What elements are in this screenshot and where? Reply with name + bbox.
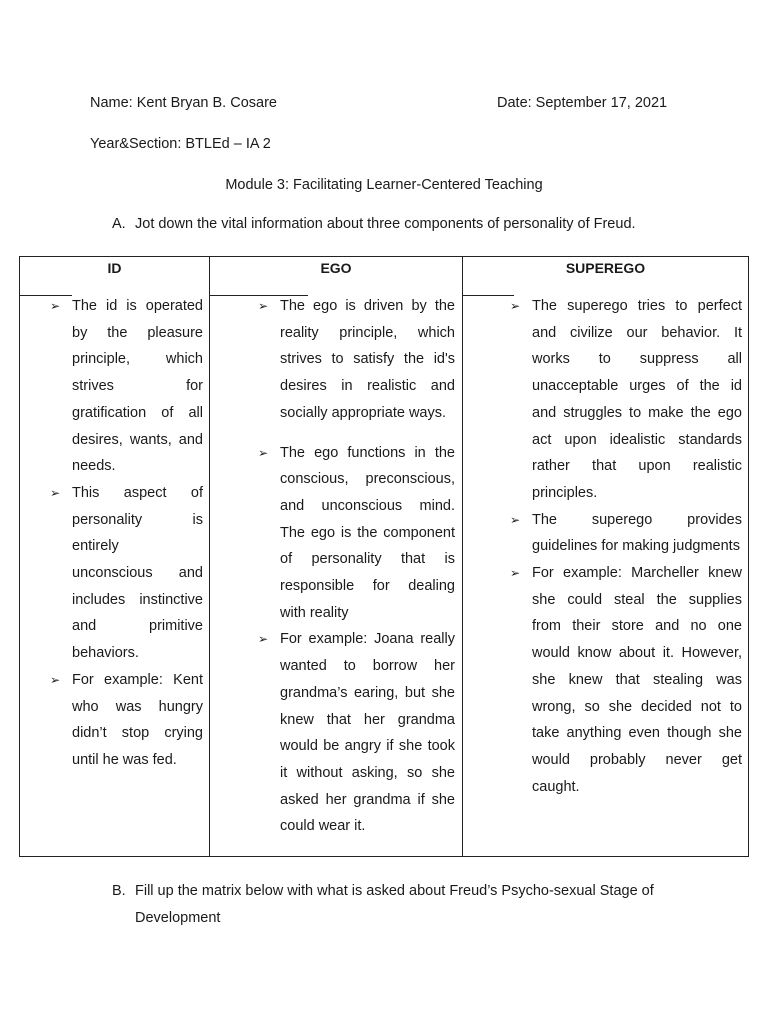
arrowhead-bullet-icon: ➢: [510, 512, 521, 527]
list-item: [258, 626, 455, 840]
arrowhead-bullet-icon: ➢: [50, 299, 61, 313]
list-item-text: For example: Joana really wanted to borrow her grandma’s earing, but she knew that her grandma would be angry if she took it without asking, so she asked her grandma if she could wear it.: [280, 631, 455, 835]
column-heading-ego: EGO: [320, 260, 352, 276]
list-item: [258, 440, 455, 627]
student-name: Name: Kent Bryan B. Cosare: [90, 95, 277, 111]
arrowhead-bullet-icon: ➢: [510, 299, 521, 313]
instruction-b-text: Fill up the matrix below with what is asked about Freud’s Psycho-sexual Stage of Development: [135, 883, 654, 926]
list-item: [50, 480, 203, 667]
instruction-a: [112, 211, 712, 238]
column-superego: [463, 257, 748, 856]
column-heading-superego: SUPEREGO: [565, 260, 646, 276]
list-item-text: The superego provides guidelines for making judgments: [532, 511, 742, 555]
list-item-text: This aspect of personality is entirely unconscious and includes instinctive and primitive behaviors.: [72, 484, 203, 662]
personality-components-table: [19, 256, 749, 857]
column-id: [20, 257, 210, 856]
arrowhead-bullet-icon: ➢: [50, 672, 61, 687]
heading-rule: [463, 295, 514, 296]
list-item-text: The ego functions in the conscious, preconscious, and unconscious mind. The ego is the component of personality that is responsible for dealing with reality: [280, 444, 455, 621]
arrowhead-bullet-icon: ➢: [258, 445, 269, 460]
bullet-list-superego: [510, 293, 742, 800]
list-item: [258, 293, 455, 427]
list-item-text: The id is operated by the pleasure principle, which strives for gratification of all desires, wants, and needs.: [72, 298, 203, 475]
instruction-a-text: Jot down the vital information about three components of personality of Freud.: [135, 216, 636, 232]
instruction-b-letter: B.: [112, 883, 126, 899]
list-item-text: For example: Marcheller knew she could steal the supplies from their store and no one would know about it. However, she knew that stealing was wrong, so she decided not to take anything even though she would probably never get caught.: [532, 565, 742, 795]
list-item-text: For example: Kent who was hungry didn’t stop crying until he was fed.: [72, 671, 203, 768]
arrowhead-bullet-icon: ➢: [510, 566, 521, 581]
column-ego: [210, 257, 463, 856]
list-item: [510, 560, 742, 800]
list-item: [510, 293, 742, 507]
list-item-text: The ego is driven by the reality principle, which strives to satisfy the id's desires in realistic and socially appropriate ways.: [280, 298, 455, 421]
bullet-list-id: [50, 293, 203, 774]
module-title: Module 3: Facilitating Learner-Centered Teaching: [225, 177, 543, 193]
instruction-a-letter: A.: [112, 216, 126, 232]
year-section: Year&Section: BTLEd – IA 2: [90, 136, 271, 152]
arrowhead-bullet-icon: ➢: [258, 632, 269, 647]
list-item: [50, 293, 203, 480]
arrowhead-bullet-icon: ➢: [258, 299, 269, 313]
bullet-list-ego: [258, 293, 455, 840]
list-item: [50, 667, 203, 774]
arrowhead-bullet-icon: ➢: [50, 485, 61, 500]
instruction-b: [112, 878, 712, 932]
list-item: [510, 507, 742, 560]
submission-date: Date: September 17, 2021: [497, 95, 668, 111]
column-heading-id: ID: [107, 260, 122, 276]
list-item-text: The superego tries to perfect and civilize our behavior. It works to suppress all unacceptable urges of the id and struggles to make the ego act upon idealistic standards rather that upon realistic principles.: [532, 298, 742, 501]
